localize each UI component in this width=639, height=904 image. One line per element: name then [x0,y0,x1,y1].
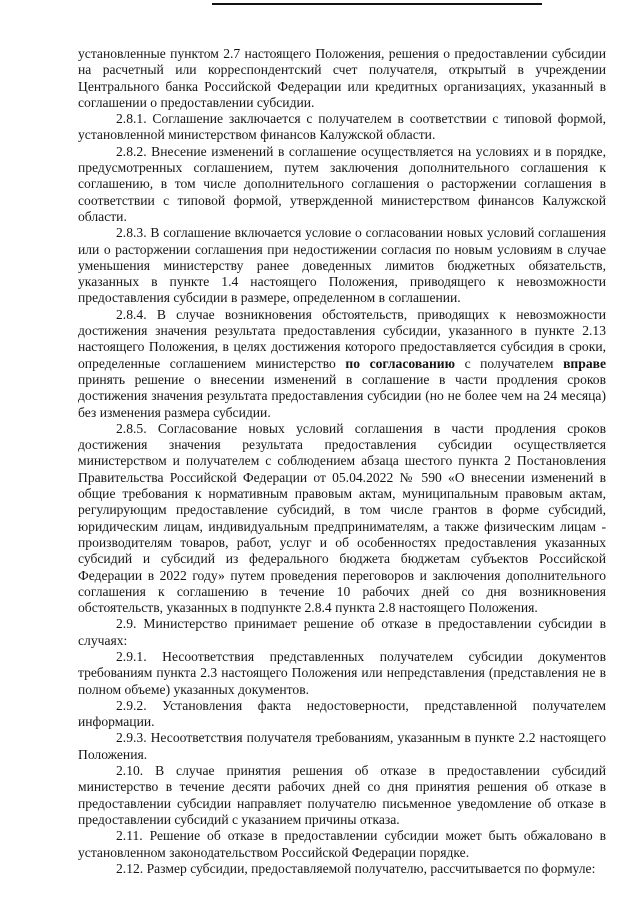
paragraph-2-8-1: 2.8.1. Соглашение заключается с получателем в соответствии с типовой формой, установленной министерством финансов Калужской области. [78,111,606,143]
paragraph-2-9-2: 2.9.2. Установления факта недостоверности, представленной получателем информации. [78,697,606,730]
paragraph-2-8-5: 2.8.5. Согласование новых условий соглашения в части продления сроков достижения значения результата предоставления субсидии осуществляется министерством и получателем с соблюдением абзаца шестого пункта 2 Постановления Правительства Российской Федерации от 05.04.2022 № 590 «О внесении изменений в общие требования к нормативным правовым актам, муниципальным правовым актам, регулирующим предоставление субсидий, в том числе грантов в форме субсидий, юридическим лицам, индивидуальным предпринимателям, а также физическим лицам - производителям товаров, работ, услуг и об особенностях предоставления указанных субсидий и субсидий из федерального бюджета бюджетам субъектов Российской Федерации в 2022 году» путем проведения переговоров и заключения дополнительного соглашения к соглашению в течение 10 рабочих дней со дня возникновения обстоятельств, указанных в подпункте 2.8.4 пункта 2.8 настоящего Положения. [78,420,606,616]
paragraph-2-8-4-text-end: принять решение о внесении изменений в соглашение в части продления сроков достижения значения результата предоставления субсидии (но не более чем на 24 месяца) без изменения размера субсидии. [78,371,606,420]
paragraph-2-8-4-bold-entitled: вправе [563,355,606,371]
paragraph-2-10: 2.10. В случае принятия решения об отказе в предоставлении субсидий министерство в течение десяти рабочих дней со дня принятия решения об отказе в предоставлении субсидии направляет получателю письменное уведомление об отказе в предоставлении субсидий с указанием причины отказа. [78,763,606,827]
paragraph-2-9-3: 2.9.3. Несоответствия получателя требованиям, указанным в пункте 2.2 настоящего Положения. [78,730,606,762]
paragraph-2-8-4-text-middle: с получателем [455,355,564,371]
paragraph-2-8-2: 2.8.2. Внесение изменений в соглашение осуществляется на условиях и в порядке, предусмотренных соглашением, путем заключения дополнительного соглашения к соглашению, в том числе дополнительного соглашения о расторжении соглашения в соответствии с типовой формой, утвержденной министерством финансов Калужской области. [78,143,606,224]
document-body [78,46,606,877]
paragraph-2-9: 2.9. Министерство принимает решение об отказе в предоставлении субсидии в случаях: [78,616,606,648]
paragraph-continuation: установленные пунктом 2.7 настоящего Положения, решения о предоставлении субсидии на расчетный или корреспондентский счет получателя, открытый в учреждении Центрального банка Российской Федерации или кредитных организациях, указанный в соглашении о предоставлении субсидии. [78,46,606,110]
paragraph-2-8-4-bold-agreement: по согласованию [345,355,456,371]
paragraph-2-8-4 [78,307,606,421]
paragraph-2-8-4-text-start: 2.8.4. В случае возникновения обстоятельств, приводящих к невозможности достижения значения результата предоставления субсидии, указанного в пункте 2.13 настоящего Положения, в целях достижения которого предоставляется субсидия в сроки, определенные соглашением министерство [78,306,606,371]
paragraph-2-11: 2.11. Решение об отказе в предоставлении субсидии может быть обжаловано в установленном законодательством Российской Федерации порядке. [78,828,606,860]
paragraph-2-9-1: 2.9.1. Несоответствия представленных получателем субсидии документов требованиям пункта 2.3 настоящего Положения или непредставления (представления не в полном объеме) указанных документов. [78,648,606,697]
paragraph-2-8-3: 2.8.3. В соглашение включается условие о согласовании новых условий соглашения или о расторжении соглашения при недостижении согласия по новым условиям в случае уменьшения министерству ранее доведенных лимитов бюджетных обязательств, указанных в пункте 1.4 настоящего Положения, приводящего к невозможности предоставления субсидии в размере, определенном в соглашении. [78,225,606,306]
paragraph-2-12: 2.12. Размер субсидии, предоставляемой получателю, рассчитывается по формуле: [116,860,596,876]
scan-edge-mark [212,3,542,5]
